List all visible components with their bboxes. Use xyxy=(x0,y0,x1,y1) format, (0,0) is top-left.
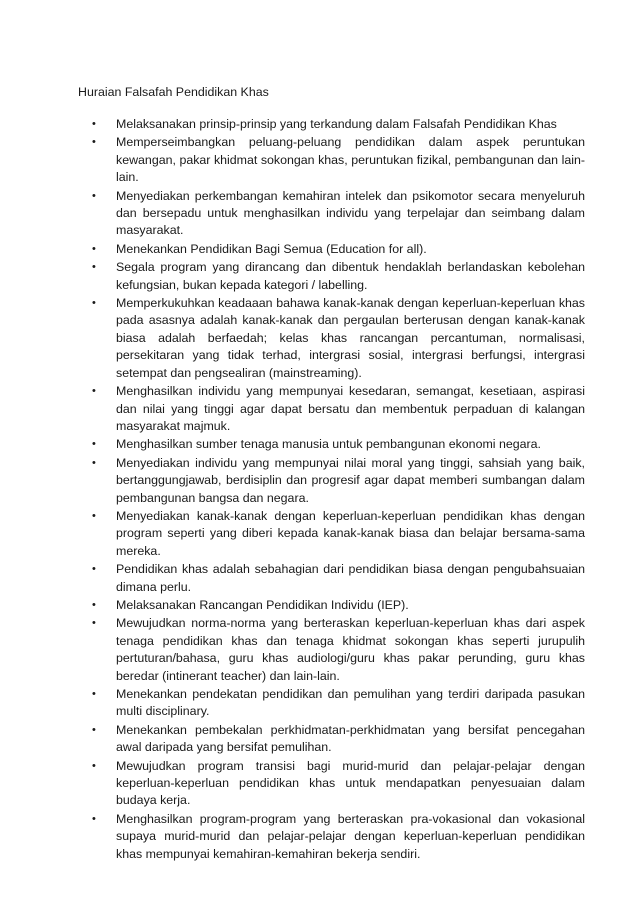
bullet-text: Menghasilkan sumber tenaga manusia untuk pembangunan ekonomi negara. xyxy=(116,437,542,452)
bullet-item xyxy=(92,383,585,435)
bullet-item xyxy=(92,758,585,810)
bullet-icon: • xyxy=(92,456,96,469)
bullet-icon: • xyxy=(92,617,96,630)
bullet-text: Mewujudkan program transisi bagi murid-murid dan pelajar-pelajar dengan keperluan-keperluan pendidikan khas untuk mendapatkan penyesuaian dalam budaya kerja. xyxy=(116,758,585,808)
bullet-item xyxy=(92,295,585,382)
bullet-item xyxy=(92,561,585,596)
bullet-item xyxy=(92,259,585,294)
bullet-item xyxy=(92,686,585,721)
bullet-list xyxy=(92,116,585,864)
bullet-item xyxy=(92,597,585,614)
bullet-icon: • xyxy=(92,118,96,130)
bullet-icon: • xyxy=(92,759,96,772)
bullet-text: Menyediakan individu yang mempunyai nilai moral yang tinggi, sahsiah yang baik, bertanggungjawab, berdisiplin dan progresif agar dapat memberi sumbangan dalam pembangunan bangsa dan negara. xyxy=(116,455,585,505)
bullet-icon: • xyxy=(92,297,96,310)
bullet-text: Mewujudkan norma-norma yang berteraskan keperluan-keperluan khas dari aspek tenaga pendidikan khas dan tenaga khidmat sokongan khas seperti jurupulih pertuturan/bahasa, guru khas audiologi/guru khas pakar perunding, guru khas beredar (intinerant teacher) dan lain-lain. xyxy=(116,616,585,683)
bullet-item xyxy=(92,134,585,186)
bullet-text: Menyediakan kanak-kanak dengan keperluan-keperluan pendidikan khas dengan program seperti yang diberi kepada kanak-kanak biasa dan belajar bersama-sama mereka. xyxy=(116,508,585,558)
bullet-item xyxy=(92,455,585,507)
bullet-icon: • xyxy=(92,509,96,522)
bullet-icon: • xyxy=(92,136,96,149)
bullet-item xyxy=(92,188,585,240)
bullet-item xyxy=(92,811,585,863)
bullet-text: Menyediakan perkembangan kemahiran intelek dan psikomotor secara menyeluruh dan bersepadu untuk menghasilkan individu yang terpelajar dan seimbang dalam masyarakat. xyxy=(116,188,585,238)
bullet-icon: • xyxy=(92,598,96,611)
bullet-item xyxy=(92,508,585,560)
bullet-icon: • xyxy=(92,812,96,825)
document-title: Huraian Falsafah Pendidikan Khas xyxy=(78,85,269,99)
bullet-text: Menghasilkan program-program yang berteraskan pra-vokasional dan vokasional supaya murid-murid dan pelajar-pelajar dengan keperluan-keperluan pendidikan khas mempunyai kemahiran-kemahiran bekerja sendiri. xyxy=(116,811,585,861)
bullet-text: Memperseimbangkan peluang-peluang pendidikan dalam aspek peruntukan kewangan, pakar khidmat sokongan khas, peruntukan fizikal, pembangunan dan lain-lain. xyxy=(116,135,585,185)
bullet-text: Menekankan pendekatan pendidikan dan pemulihan yang terdiri daripada pasukan multi disciplinary. xyxy=(116,687,585,719)
bullet-icon: • xyxy=(92,242,96,255)
bullet-item xyxy=(92,722,585,757)
bullet-text: Menghasilkan individu yang mempunyai kesedaran, semangat, kesetiaan, aspirasi dan nilai yang tinggi agar dapat bersatu dan membentuk perpaduan di kalangan masyarakat majmuk. xyxy=(116,384,585,433)
bullet-item xyxy=(92,241,585,258)
bullet-item xyxy=(92,436,585,453)
bullet-icon: • xyxy=(92,189,96,202)
bullet-text: Melaksanakan prinsip-prinsip yang terkandung dalam Falsafah Pendidikan Khas xyxy=(116,117,557,131)
bullet-text: Pendidikan khas adalah sebahagian dari pendidikan biasa dengan pengubahsuaian dimana perlu. xyxy=(116,562,585,594)
bullet-icon: • xyxy=(92,438,96,451)
bullet-icon: • xyxy=(92,563,96,576)
bullet-text: Menekankan Pendidikan Bagi Semua (Education for all). xyxy=(116,241,427,256)
bullet-text: Melaksanakan Rancangan Pendidikan Individu (IEP). xyxy=(116,597,409,612)
bullet-icon: • xyxy=(92,261,96,274)
bullet-item xyxy=(92,116,585,133)
bullet-icon: • xyxy=(92,723,96,736)
bullet-icon: • xyxy=(92,688,96,700)
bullet-text: Segala program yang dirancang dan dibentuk hendaklah berlandaskan kebolehan kefungsian, bukan kepada kategori / labelling. xyxy=(116,260,585,292)
bullet-icon: • xyxy=(92,385,96,398)
bullet-text: Menekankan pembekalan perkhidmatan-perkhidmatan yang bersifat pencegahan awal daripada yang bersifat pemulihan. xyxy=(116,722,585,755)
bullet-item xyxy=(92,615,585,685)
bullet-text: Memperkukuhkan keadaaan bahawa kanak-kanak dengan keperluan-keperluan khas pada asasnya adalah kanak-kanak dan pergaulan berterusan dengan kanak-kanak biasa adalah berfaedah; kelas khas rancangan percantuman, normalisasi, persekitaran yang tidak terhad, intergrasi sosial, intergrasi berfungsi, intergrasi setempat dan pengsealiran (mainstreaming). xyxy=(116,296,585,380)
